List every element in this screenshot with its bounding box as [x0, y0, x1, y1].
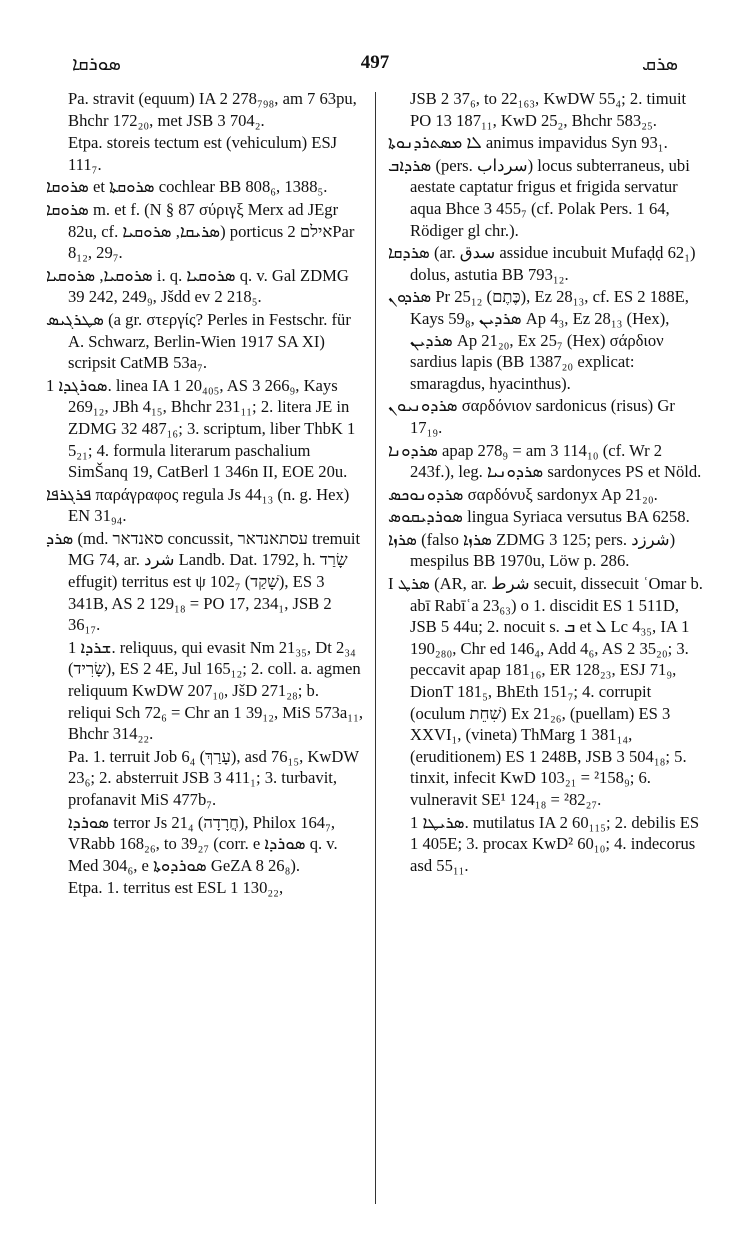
dictionary-entry: ܫܪܕܐ 1. reliquus, qui evasit Nm 21₃₅, Dt 2₃₄ (שָׂרִיד), ES 2 4E, Jul 165₁₂; 2. coll. a. agmen reliquum KwDW 207₁₀, JšD 271₂₈; b. reliqui Sch 72₆ = Chr an 1 39₁₂, MiS 573a₁₁, Bhchr 314₂₂.	[68, 637, 364, 744]
dictionary-entry: Pa. stravit (equum) IA 2 278₇₉₈, am 7 63pu, Bhchr 172₂₀, met JSB 3 704₂.	[68, 89, 357, 130]
left-column	[46, 88, 364, 900]
dictionary-entry: ܣܛܪܓܝܣ (a gr. στεργίς? Perles in Festschr. für A. Schwarz, Berlin-Wien 1917 SA XI) scripsit CatMB 53a₇.	[46, 309, 351, 373]
dictionary-entry: Pa. 1. terruit Job 6₄ (עָרַךְ), asd 76₁₅, KwDW 23₆; 2. absterruit JSB 3 411₁; 3. turbavit, profanavit MiS 477b₇.	[68, 746, 359, 809]
page-header	[72, 52, 678, 78]
dictionary-entry: ܣܪܕܘܢ Pr 25₁₂ (כֶּתֶם), Ez 28₁₃, cf. ES 2 188E, Kays 59₈, ܣܪܕܝܢ Ap 4₃, Ez 28₁₃ (Hex), ܣܪܕܝܢ Ap 21₂₀, Ex 25₇ (Hex) σάρδιον sardius lapis (BB 1387₂₀ explicat: smaragdus, hyacinthus).	[388, 287, 689, 393]
dictionary-entry: ܣܪܕܘܢܐ apap 278₉ = am 3 114₁₀ (cf. Wr 2 243f.), leg. ܣܪܕܘܢܝܐ sardonyces PS et Nöld.	[388, 440, 702, 482]
header-catchword-left: ܣܘܪܩܐ	[72, 54, 121, 75]
header-catchword-right: ܣܪܩ	[642, 54, 678, 75]
dictionary-entry: ܣܪܕ (md. סאנדאר concussit, עסתאנדאר tremuit MG 74, ar. شرد Landb. Dat. 1792, h. שָׂרַד effugit) territus est ψ 102₇ (שָׁקַד), ES 3 341B, AS 2 129₁₈ = PO 17, 234₁, JSB 2 36₁₇.	[46, 528, 361, 635]
dictionary-entry: Etpa. storeis tectum est (vehiculum) ESJ 111₇.	[68, 133, 338, 174]
dictionary-entry: ܣܪܕܘܢܘܟܣ σαρδόνυξ sardonyx Ap 21₂₀.	[388, 484, 658, 504]
dictionary-entry: ܣܪܕܐܒ (pers. سرداب) locus subterraneus, ubi aestate captatur frigus et frigida servatur aqua Bhce 3 455₇ (cf. Polak Pers. 1 64, Rödiger gl chr.).	[388, 155, 690, 240]
dictionary-entry: ܣܘܪܕܝܩܘܣ lingua Syriaca versutus BA 6258.	[388, 507, 690, 527]
dictionary-entry: ܣܪܙܐ (falso ܣܪܙܐ ZDMG 3 125; pers. شرزد) mespilus BB 1970u, Löw p. 286.	[388, 529, 676, 571]
dictionary-entry: ܣܪܘܩܝܐ, ܣܪܘܩܝܐ i. q. ܣܪܘܩܝܐ q. v. Gal ZDMG 39 242, 249₉, Jšdd ev 2 218₅.	[46, 265, 349, 307]
column-divider	[375, 92, 376, 1204]
dictionary-entry: JSB 2 37₆, to 22₁₆₃, KwDW 55₄; 2. timuit PO 13 187₁₁, KwD 25₂, Bhchr 583₂₅.	[410, 89, 687, 130]
dictionary-entry: ܣܪܝܛܐ 1. mutilatus IA 2 60₁₁₅; 2. debilis ES 1 405E; 3. procax KwD² 60₁₀; 4. indecorus asd 55₁₁.	[410, 812, 700, 875]
dictionary-entry: I ܣܪܛ (AR, ar. شرط secuit, dissecuit ʿOmar b. abī Rabīʿa 23₆₃) o 1. discidit ES 1 511D, JSB 5 44u; 2. nocuit s. ܒ et ܠ Lc 4₃₅, IA 1 190₂₈₀, Chr ed 146₄, Add 4₆, AS 2 35₂₀; 3. peccavit apap 181₁₆, ER 128₂₃, ESJ 71₉, DionT 181₅, BhEth 151₇; 4. corrupit (oculum שִׁחֵת) Ex 21₂₆, (puellam) ES 3 XXVI₁, (vineta) ThMarg 1 381₁₄, (eruditionem) ES 1 248B, JSB 3 504₁₈; 5. tinxit, infecit KwD 103₂₁ = ²158₉; 6. vulneravit SE¹ 124₁₈ = ²82₂₇.	[388, 574, 703, 809]
dictionary-entry: ܠܐ ܡܣܬܪܕܢܘܬܐ animus impavidus Syn 93₁.	[388, 133, 668, 153]
dictionary-entry: ܣܪܕܘܢܝܘܢ σαρδόνιον sardonicus (risus) Gr 17₁₉.	[388, 396, 675, 437]
dictionary-entry: ܣܘܪܓܕܐ 1. linea IA 1 20₄₀₅, AS 3 266₉, Kays 269₁₂, JBh 4₁₅, Bhchr 231₁₁; 2. litera JE in ZDMG 32 487₁₆; 3. scriptum, liber ThbK 1 5₂₁; 4. formula literarum paschalium SimŠanq 19, CatBerl 1 346n II, EOE 20u.	[46, 375, 356, 482]
right-column	[388, 88, 704, 877]
dictionary-entry: ܣܪܕܩܐ (ar. ﺳﺪﻕ assidue incubuit Mufaḍḍ 62₁) dolus, astutia BB 793₁₂.	[388, 243, 696, 284]
dictionary-entry: ܣܪܘܩܐ et ܣܪܘܩܬܐ cochlear BB 808₆, 1388₅.	[46, 177, 328, 197]
dictionary-entry: ܦܪܓܪܦܐ παράγραφος regula Js 44₁₃ (n. g. Hex) EN 31₉₄.	[46, 484, 350, 526]
page-number: 497	[360, 52, 390, 73]
dictionary-entry: ܣܪܘܩܐ m. et f. (N § 87 σύριγξ Merx ad JEgr 82u, cf. ܣܪܝܩܐ, ܣܪܘܩܝܐ) porticus אילם 2Par 8₁₂, 29₇.	[46, 199, 355, 263]
dictionary-entry: Etpa. 1. territus est ESL 1 130₂₂,	[68, 878, 284, 898]
dictionary-entry: ܣܘܪܕܐ terror Js 21₄ (חֲרָדָה), Philox 164₇, VRabb 168₂₆, to 39₂₇ (corr. e ܣܘܪܕܐ q. v. Med 304₆, e ܣܘܪܕܘܬܐ GeZA 8 26₈).	[68, 812, 338, 875]
